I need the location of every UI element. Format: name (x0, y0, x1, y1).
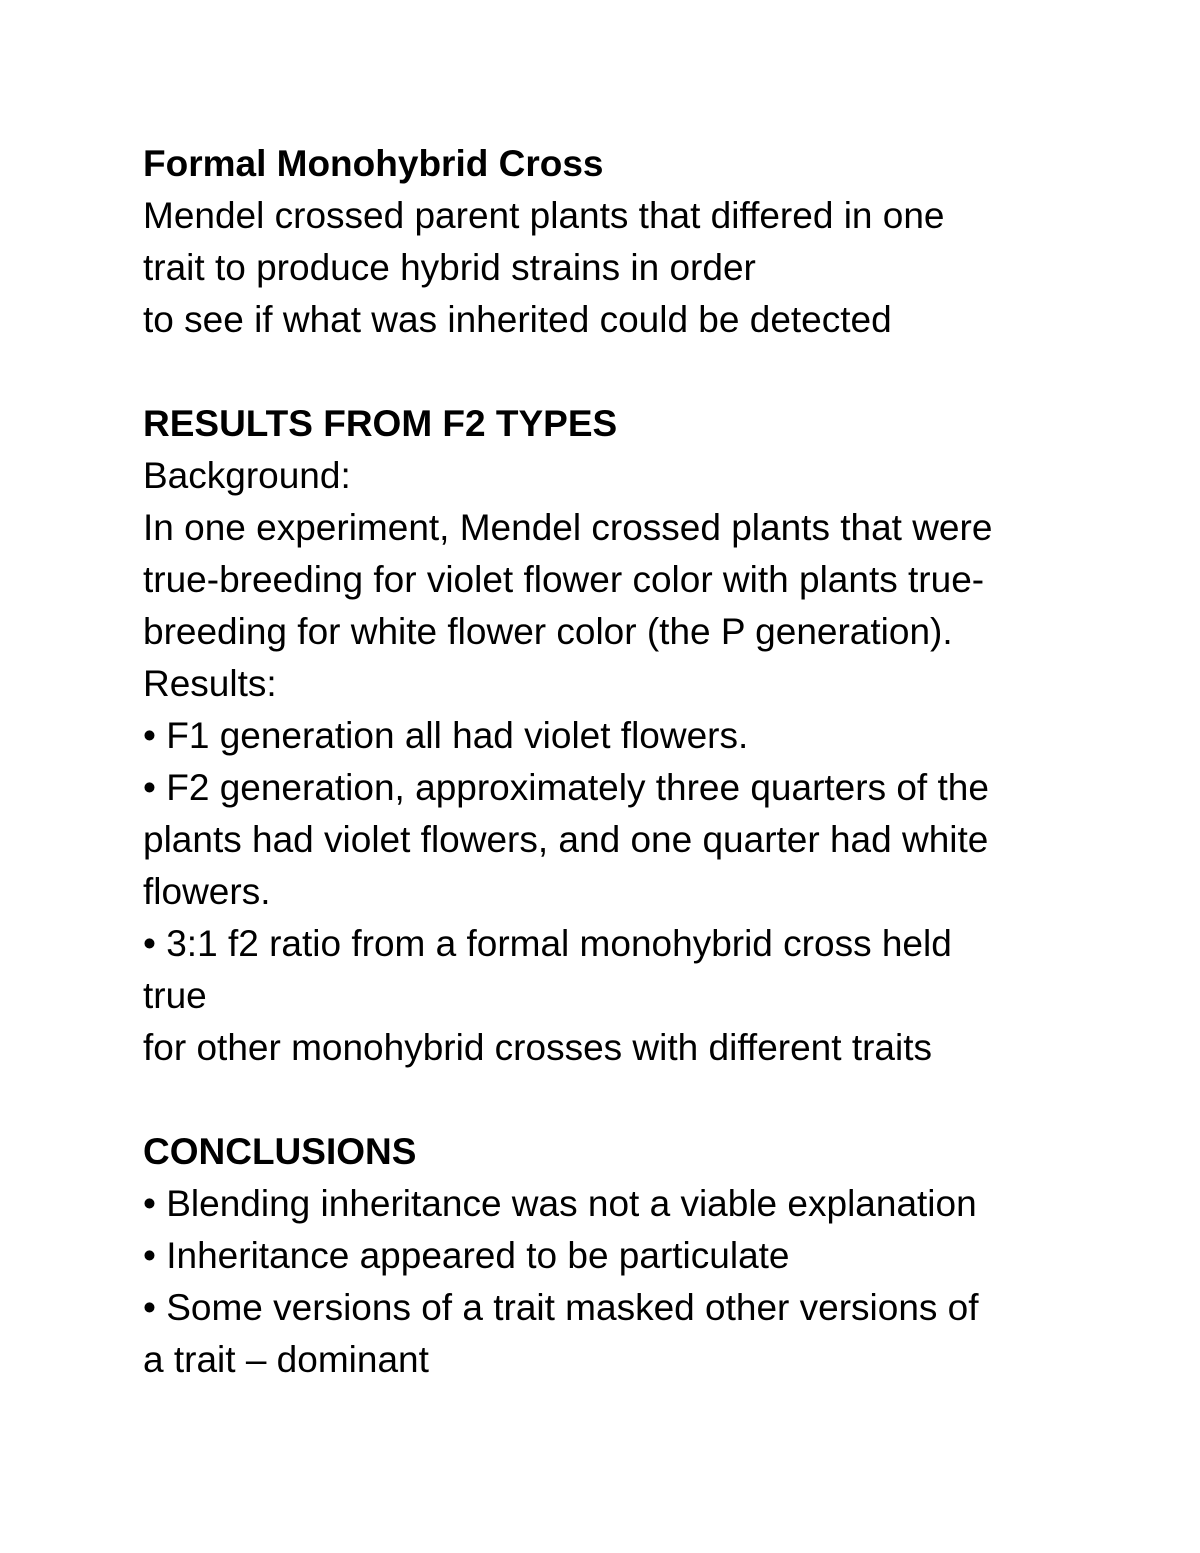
text-line: Background: (143, 455, 351, 496)
text-line: to see if what was inherited could be detected (143, 299, 892, 340)
text-line: true (143, 975, 207, 1016)
document-page (143, 138, 1103, 1386)
text-line: Mendel crossed parent plants that differed in one (143, 195, 945, 236)
text-line: a trait – dominant (143, 1339, 429, 1380)
section-conclusions (143, 1126, 1103, 1386)
text-line: trait to produce hybrid strains in order (143, 247, 756, 288)
bullet-line: • Blending inheritance was not a viable explanation (143, 1183, 977, 1224)
spacer (143, 1074, 1103, 1126)
section-results (143, 398, 1103, 1074)
section-heading: Formal Monohybrid Cross (143, 143, 604, 184)
bullet-line: • F1 generation all had violet flowers. (143, 715, 749, 756)
bullet-line: • Inheritance appeared to be particulate (143, 1235, 790, 1276)
bullet-line: • F2 generation, approximately three quarters of the (143, 767, 989, 808)
text-line: true-breeding for violet flower color with plants true- (143, 559, 985, 600)
text-line: Results: (143, 663, 277, 704)
spacer (143, 346, 1103, 398)
text-line: for other monohybrid crosses with different traits (143, 1027, 932, 1068)
text-line: In one experiment, Mendel crossed plants that were (143, 507, 993, 548)
section-heading: CONCLUSIONS (143, 1131, 417, 1172)
text-line: breeding for white flower color (the P generation). (143, 611, 953, 652)
section-heading: RESULTS FROM F2 TYPES (143, 403, 618, 444)
bullet-line: • Some versions of a trait masked other versions of (143, 1287, 979, 1328)
bullet-line: • 3:1 f2 ratio from a formal monohybrid cross held (143, 923, 952, 964)
text-line: flowers. (143, 871, 271, 912)
section-formal-monohybrid-cross (143, 138, 1103, 346)
text-line: plants had violet flowers, and one quarter had white (143, 819, 989, 860)
